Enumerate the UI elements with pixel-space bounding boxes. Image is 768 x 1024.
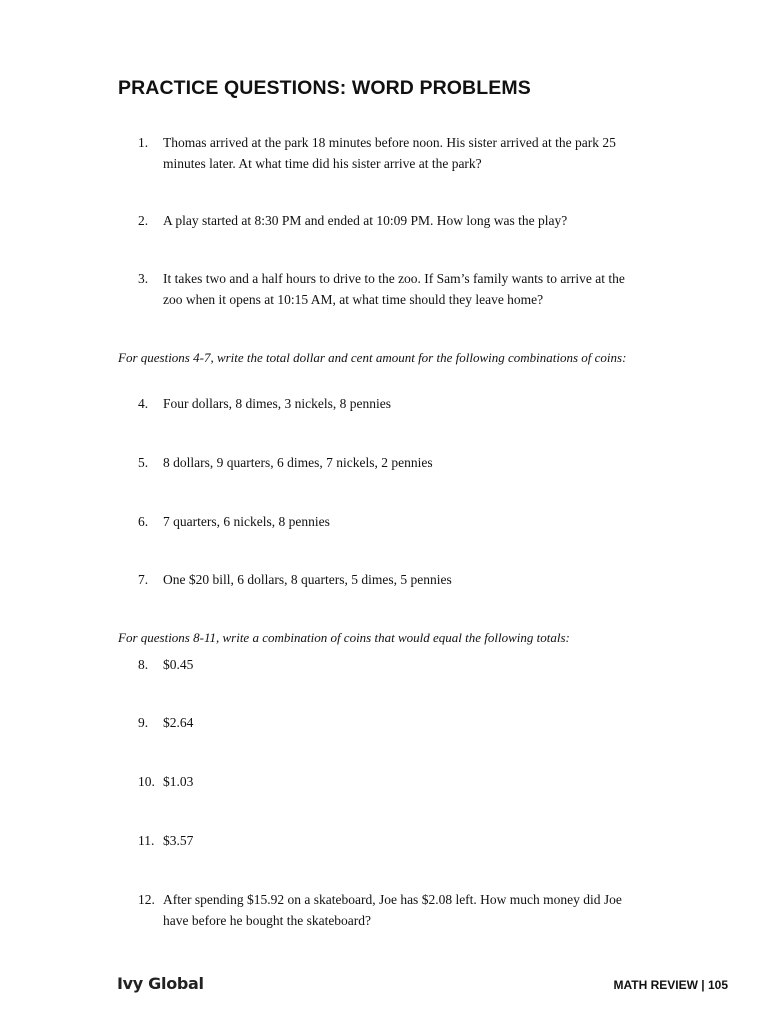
question-text: 7 quarters, 6 nickels, 8 pennies (163, 514, 330, 529)
question-text: Thomas arrived at the park 18 minutes before noon. His sister arrived at the park 25 minutes later. At what time did his sister arrive at the park? (163, 135, 616, 171)
question-11 (138, 830, 638, 851)
question-text: A play started at 8:30 PM and ended at 10:09 PM. How long was the play? (163, 213, 568, 228)
question-4 (138, 393, 638, 414)
question-text: Four dollars, 8 dimes, 3 nickels, 8 pennies (163, 396, 391, 411)
question-12 (138, 889, 638, 931)
question-number: 2. (138, 213, 149, 228)
question-2 (138, 210, 638, 231)
question-text: After spending $15.92 on a skateboard, Joe has $2.08 left. How much money did Joe have before he bought the skateboard? (163, 892, 622, 928)
question-number: 9. (138, 715, 149, 730)
instruction-coin-combinations: For questions 8-11, write a combination of coins that would equal the following totals: (118, 630, 570, 645)
page-title: PRACTICE QUESTIONS: WORD PROBLEMS (118, 77, 531, 99)
question-number: 7. (138, 572, 149, 587)
question-text: 8 dollars, 9 quarters, 6 dimes, 7 nickels, 2 pennies (163, 455, 433, 470)
question-5 (138, 452, 638, 473)
question-text: $2.64 (163, 715, 194, 730)
question-number: 6. (138, 514, 149, 529)
question-text: $3.57 (163, 833, 194, 848)
question-text: $0.45 (163, 657, 194, 672)
question-number: 1. (138, 135, 149, 150)
question-8 (138, 654, 638, 675)
question-6 (138, 511, 638, 532)
question-3 (138, 268, 638, 310)
question-number: 10. (138, 774, 155, 789)
question-number: 5. (138, 455, 149, 470)
question-number: 3. (138, 271, 149, 286)
question-1 (138, 132, 638, 174)
question-10 (138, 771, 638, 792)
brand-logo: Ivy Global (117, 974, 204, 993)
instruction-coin-totals: For questions 4-7, write the total dollar and cent amount for the following combinations of coins: (118, 350, 627, 365)
question-text: It takes two and a half hours to drive to the zoo. If Sam’s family wants to arrive at the zoo when it opens at 10:15 AM, at what time should they leave home? (163, 271, 625, 307)
question-number: 8. (138, 657, 149, 672)
question-text: One $20 bill, 6 dollars, 8 quarters, 5 dimes, 5 pennies (163, 572, 452, 587)
question-number: 12. (138, 892, 155, 907)
question-9 (138, 712, 638, 733)
question-number: 11. (138, 833, 155, 848)
question-text: $1.03 (163, 774, 194, 789)
question-7 (138, 569, 638, 590)
question-number: 4. (138, 396, 149, 411)
page-footer-label: MATH REVIEW | 105 (613, 978, 728, 992)
